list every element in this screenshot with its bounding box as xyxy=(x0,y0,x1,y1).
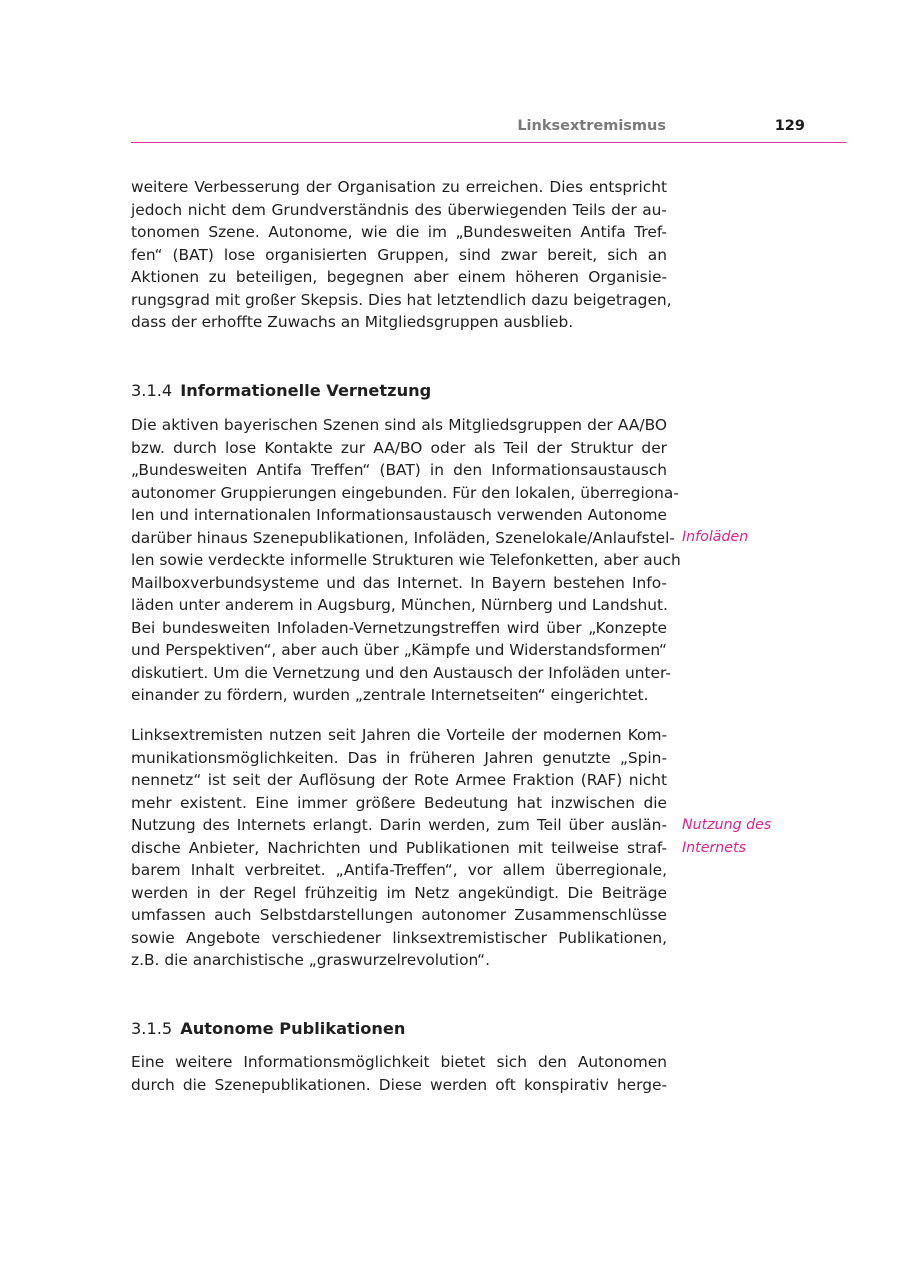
text-line: sowie Angebote verschiedener linksextremistischer Publikationen, xyxy=(131,928,667,947)
paragraph-internet xyxy=(131,724,667,972)
margin-note-line: Infoläden xyxy=(682,529,749,545)
paragraph-vernetzung xyxy=(131,414,681,707)
margin-note-infolaeden xyxy=(682,526,748,549)
section-title: Informationelle Vernetzung xyxy=(180,381,432,400)
text-line: Eine weitere Informationsmöglichkeit bietet sich den Autonomen xyxy=(131,1053,667,1071)
margin-note-line: Nutzung des xyxy=(682,817,772,833)
text-line: diskutiert. Um die Vernetzung und den Austausch der Infoläden unter- xyxy=(131,663,671,682)
text-line: Mailboxverbundsysteme und das Internet. In Bayern bestehen Info- xyxy=(131,573,667,592)
section-number: 3.1.4 xyxy=(131,381,173,400)
text-line: mehr existent. Eine immer größere Bedeutung hat inzwischen die xyxy=(131,793,667,812)
paragraph-intro xyxy=(131,176,672,334)
text-line: jedoch nicht dem Grundverständnis des überwiegenden Teils der au- xyxy=(131,200,667,219)
text-line: Bei bundesweiten Infoladen-Vernetzungstreffen wird über „Konzepte xyxy=(131,618,667,637)
text-line: darüber hinaus Szenepublikationen, Infoläden, Szenelokale/Anlaufstel- xyxy=(131,528,675,547)
margin-note-internet xyxy=(682,814,771,859)
text-line: durch die Szenepublikationen. Diese werden oft konspirativ herge- xyxy=(131,1075,667,1094)
text-line: autonomer Gruppierungen eingebunden. Für den lokalen, überregiona- xyxy=(131,483,679,502)
text-line: bzw. durch lose Kontakte zur AA/BO oder als Teil der Struktur der xyxy=(131,438,667,457)
text-line: rungsgrad mit großer Skepsis. Dies hat letztendlich dazu beigetragen, xyxy=(131,290,672,309)
text-line: umfassen auch Selbstdarstellungen autonomer Zusammenschlüsse xyxy=(131,906,667,924)
running-title: Linksextremismus xyxy=(517,118,666,134)
running-header xyxy=(131,116,846,143)
text-line: Linksextremisten nutzen seit Jahren die Vorteile der modernen Kom- xyxy=(131,726,667,744)
page-number: 129 xyxy=(774,118,805,134)
text-line: Nutzung des Internets erlangt. Darin werden, zum Teil über auslän- xyxy=(131,816,667,834)
text-line: läden unter anderem in Augsburg, München, Nürnberg und Landshut. xyxy=(131,596,668,614)
text-line: nennetz“ ist seit der Auflösung der Rote Armee Fraktion (RAF) nicht xyxy=(131,771,667,789)
text-line: len und internationalen Informationsaustausch verwenden Autonome xyxy=(131,506,667,524)
text-line: dische Anbieter, Nachrichten und Publikationen mit teilweise straf- xyxy=(131,838,667,857)
text-line: Die aktiven bayerischen Szenen sind als Mitgliedsgruppen der AA/BO xyxy=(131,416,667,434)
text-line: munikationsmöglichkeiten. Das in früheren Jahren genutzte „Spin- xyxy=(131,748,667,767)
paragraph-publikationen xyxy=(131,1051,667,1096)
section-title: Autonome Publikationen xyxy=(180,1019,406,1038)
text-line: werden in der Regel frühzeitig im Netz angekündigt. Die Beiträge xyxy=(131,883,667,902)
text-line: einander zu fördern, wurden „zentrale Internetseiten“ eingerichtet. xyxy=(131,686,649,704)
margin-note-line: Internets xyxy=(682,839,746,856)
section-heading-3-1-5 xyxy=(131,1018,405,1040)
text-line: weitere Verbesserung der Organisation zu erreichen. Dies entspricht xyxy=(131,178,667,196)
text-line: len sowie verdeckte informelle Strukturen wie Telefonketten, aber auch xyxy=(131,551,681,569)
text-line: und Perspektiven“, aber auch über „Kämpfe und Widerstandsformen“ xyxy=(131,641,667,659)
text-line: „Bundesweiten Antifa Treffen“ (BAT) in den Informationsaustausch xyxy=(131,461,667,479)
text-line: dass der erhoffte Zuwachs an Mitgliedsgruppen ausblieb. xyxy=(131,313,574,331)
text-line: Aktionen zu beteiligen, begegnen aber einem höheren Organisie- xyxy=(131,268,667,286)
text-line: barem Inhalt verbreitet. „Antifa-Treffen“, vor allem überregionale, xyxy=(131,861,667,879)
section-heading-3-1-4 xyxy=(131,380,431,402)
text-line: z.B. die anarchistische „graswurzelrevolution“. xyxy=(131,951,490,969)
text-line: fen“ (BAT) lose organisierten Gruppen, sind zwar bereit, sich an xyxy=(131,245,667,264)
text-line: tonomen Szene. Autonome, wie die im „Bundesweiten Antifa Tref- xyxy=(131,223,667,241)
section-number: 3.1.5 xyxy=(131,1019,173,1038)
